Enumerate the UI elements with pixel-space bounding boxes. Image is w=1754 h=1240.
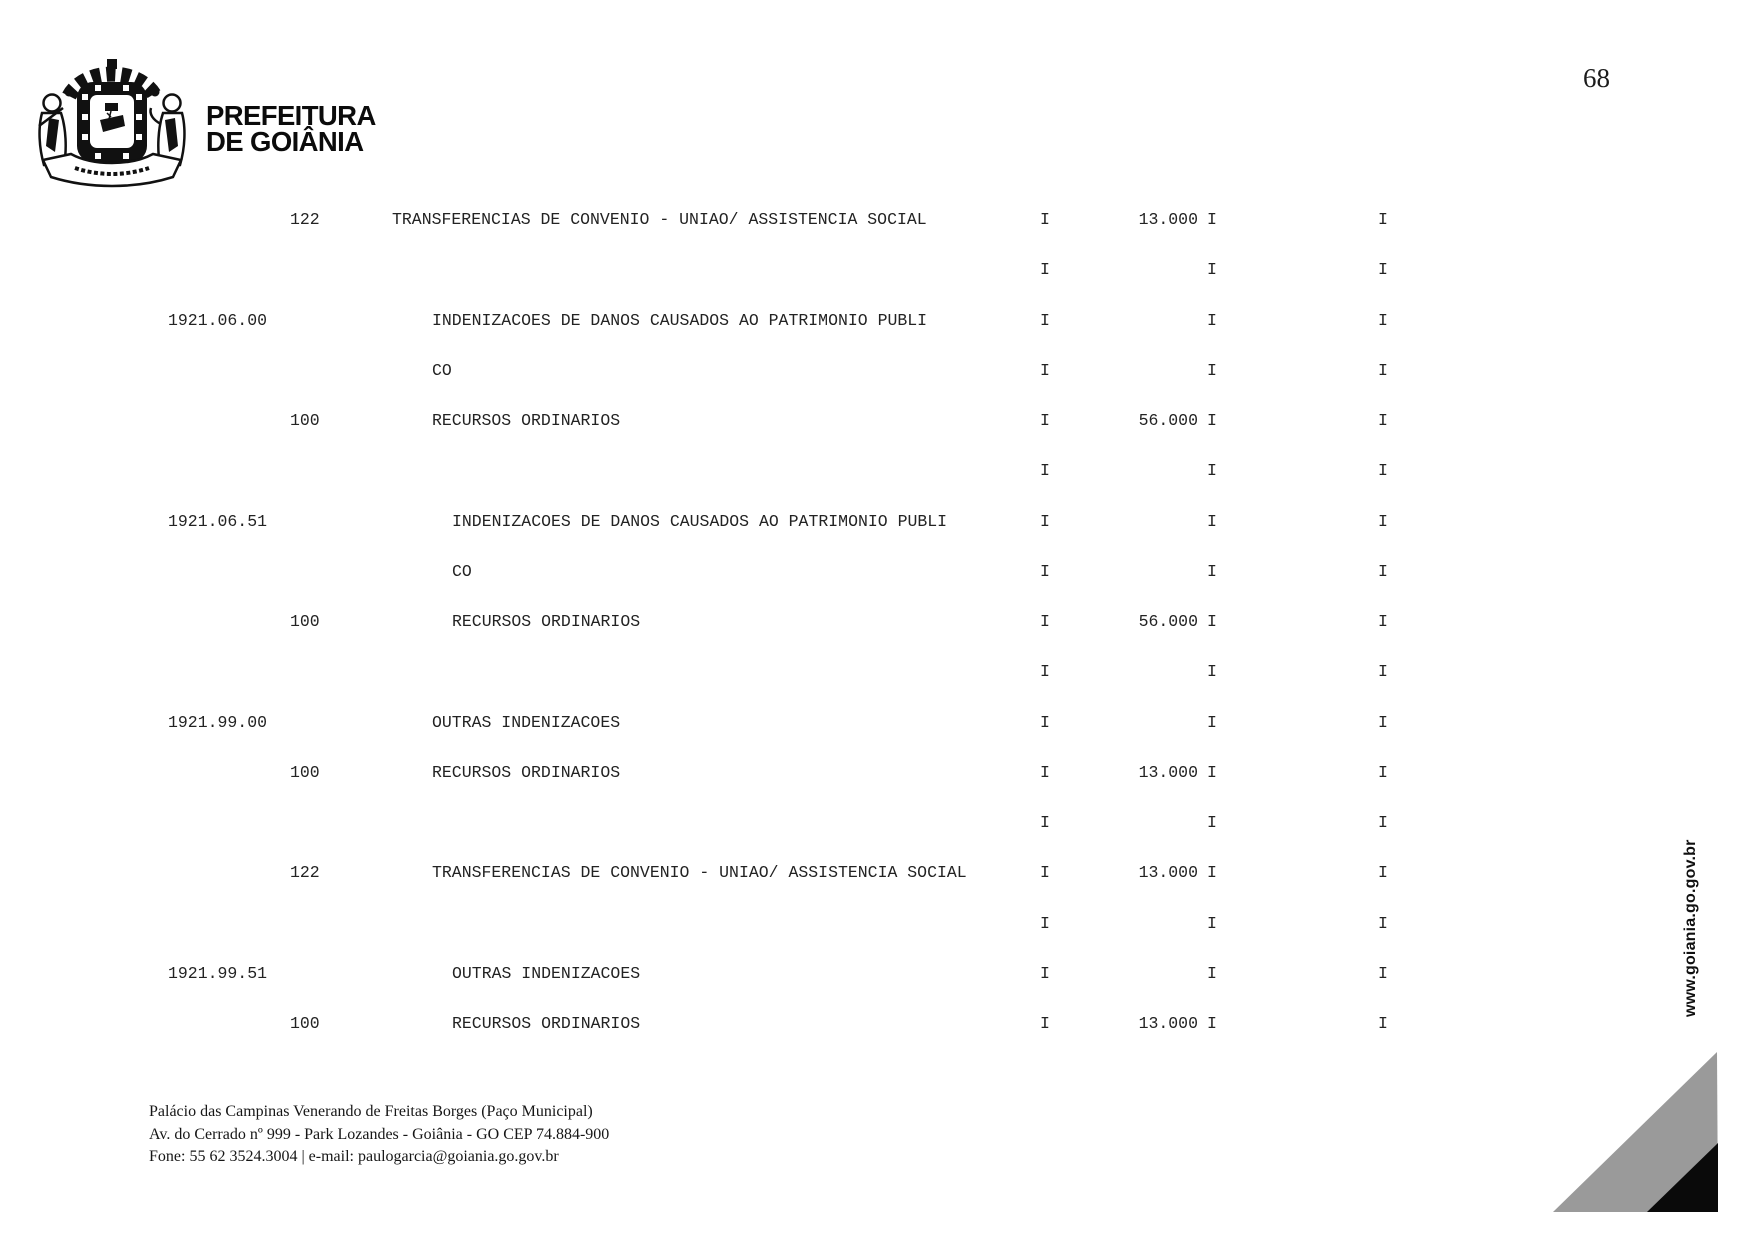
row-code: 1921.06.51 (168, 511, 268, 531)
column-separator: I (1207, 913, 1217, 933)
column-separator: I (1378, 662, 1388, 682)
row-value: 13.000 (1138, 762, 1198, 782)
row-description: RECURSOS ORDINARIOS (452, 1014, 641, 1033)
org-name-line2: DE GOIÂNIA (206, 126, 364, 157)
report-row (0, 612, 1754, 634)
report-row (0, 662, 1754, 684)
column-separator: I (1207, 411, 1217, 430)
column-separator: I (1378, 813, 1388, 832)
report-row (0, 763, 1754, 785)
column-separator: I (1207, 260, 1217, 280)
row-description: CO (452, 561, 472, 581)
column-separator: I (1207, 762, 1217, 782)
column-separator: I (1207, 210, 1217, 229)
column-separator: I (1040, 260, 1050, 280)
row-subcode: 100 (290, 762, 320, 782)
row-description: INDENIZACOES DE DANOS CAUSADOS AO PATRIMONIO PUBLI (432, 310, 928, 330)
row-description: RECURSOS ORDINARIOS (432, 411, 621, 430)
column-separator: I (1040, 1014, 1050, 1033)
row-value: 13.000 (1138, 210, 1198, 229)
page-number: 68 (1583, 63, 1610, 93)
footer-line-2: Av. do Cerrado nº 999 - Park Lozandes - Goiânia - GO CEP 74.884-900 (149, 1125, 610, 1143)
column-separator: I (1207, 662, 1217, 682)
column-separator: I (1207, 712, 1217, 732)
column-separator: I (1207, 813, 1217, 832)
row-value: 13.000 (1138, 863, 1198, 883)
column-separator: I (1040, 813, 1050, 832)
footer-line-1: Palácio das Campinas Venerando de Freitas Borges (Paço Municipal) (149, 1103, 593, 1120)
row-value: 56.000 (1138, 411, 1198, 430)
column-separator: I (1040, 963, 1050, 983)
row-description: RECURSOS ORDINARIOS (452, 612, 641, 631)
column-separator: I (1378, 360, 1388, 380)
column-separator: I (1207, 863, 1217, 883)
footer-line-3: Fone: 55 62 3524.3004 | e-mail: paulogarcia@goiania.go.gov.br (149, 1148, 559, 1165)
column-separator: I (1207, 561, 1217, 581)
column-separator: I (1040, 913, 1050, 933)
row-description: OUTRAS INDENIZACOES (432, 712, 621, 732)
report-row (0, 863, 1754, 885)
row-description: CO (432, 360, 452, 380)
column-separator: I (1207, 612, 1217, 631)
row-description: TRANSFERENCIAS DE CONVENIO - UNIAO/ ASSISTENCIA SOCIAL (432, 863, 967, 883)
column-separator: I (1040, 360, 1050, 380)
column-separator: I (1207, 511, 1217, 531)
column-separator: I (1040, 411, 1050, 430)
column-separator: I (1378, 210, 1388, 229)
column-separator: I (1207, 310, 1217, 330)
column-separator: I (1378, 561, 1388, 581)
column-separator: I (1040, 210, 1050, 229)
report-row (0, 562, 1754, 584)
row-description: TRANSFERENCIAS DE CONVENIO - UNIAO/ ASSISTENCIA SOCIAL (392, 210, 927, 229)
row-subcode: 100 (290, 1014, 320, 1033)
row-code: 1921.99.51 (168, 963, 268, 983)
column-separator: I (1040, 461, 1050, 481)
column-separator: I (1040, 762, 1050, 782)
report-row (0, 311, 1754, 333)
report-row (0, 411, 1754, 433)
column-separator: I (1378, 310, 1388, 330)
column-separator: I (1040, 662, 1050, 682)
column-separator: I (1378, 762, 1388, 782)
column-separator: I (1378, 612, 1388, 631)
column-separator: I (1378, 712, 1388, 732)
row-value: 13.000 (1138, 1014, 1198, 1033)
website-vertical-text: www.goiania.go.gov.br (1682, 839, 1699, 1017)
report-row (0, 260, 1754, 282)
row-description: RECURSOS ORDINARIOS (432, 762, 621, 782)
column-separator: I (1378, 863, 1388, 883)
report-row (0, 210, 1754, 232)
column-separator: I (1040, 561, 1050, 581)
row-subcode: 122 (290, 863, 320, 883)
row-subcode: 100 (290, 411, 320, 430)
column-separator: I (1378, 1014, 1388, 1033)
corner-triangle-decoration (1540, 1040, 1730, 1220)
column-separator: I (1378, 511, 1388, 531)
column-separator: I (1378, 963, 1388, 983)
report-row (0, 914, 1754, 936)
row-description: INDENIZACOES DE DANOS CAUSADOS AO PATRIMONIO PUBLI (452, 511, 948, 531)
org-name-line1: PREFEITURA (206, 100, 376, 131)
report-row (0, 813, 1754, 835)
report-row (0, 713, 1754, 735)
column-separator: I (1207, 461, 1217, 481)
column-separator: I (1378, 913, 1388, 933)
row-subcode: 122 (290, 210, 320, 229)
report-row (0, 964, 1754, 986)
row-code: 1921.06.00 (168, 310, 268, 330)
report-row (0, 361, 1754, 383)
column-separator: I (1207, 1014, 1217, 1033)
row-subcode: 100 (290, 612, 320, 631)
column-separator: I (1378, 461, 1388, 481)
column-separator: I (1040, 310, 1050, 330)
column-separator: I (1378, 260, 1388, 280)
row-code: 1921.99.00 (168, 712, 268, 732)
report-row (0, 1014, 1754, 1036)
row-value: 56.000 (1138, 612, 1198, 631)
row-description: OUTRAS INDENIZACOES (452, 963, 641, 983)
column-separator: I (1040, 511, 1050, 531)
report-row (0, 461, 1754, 483)
footer-address (149, 1101, 609, 1169)
column-separator: I (1040, 863, 1050, 883)
column-separator: I (1378, 411, 1388, 430)
column-separator: I (1207, 963, 1217, 983)
column-separator: I (1040, 612, 1050, 631)
report-row (0, 512, 1754, 534)
column-separator: I (1040, 712, 1050, 732)
column-separator: I (1207, 360, 1217, 380)
